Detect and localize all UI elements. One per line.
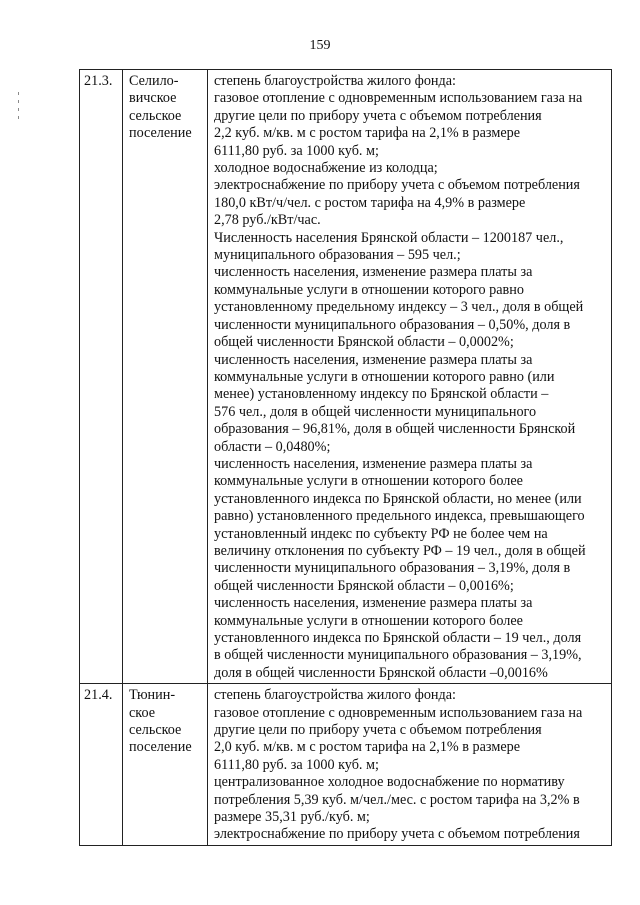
description-line: образования – 96,81%, доля в общей численности Брянской bbox=[214, 421, 576, 438]
description-line: общей численности Брянской области – 0,0002%; bbox=[214, 334, 514, 351]
description-line: 576 чел., доля в общей численности муниципального bbox=[214, 403, 537, 420]
description-line: коммунальные услуги в отношении которого более bbox=[214, 473, 523, 490]
description-cell bbox=[208, 684, 612, 846]
description-line: численности муниципального образования – 3,19%, доля в bbox=[214, 560, 571, 577]
description-line: размере 35,31 руб./куб. м; bbox=[214, 809, 370, 826]
description-line: 6111,80 руб. за 1000 куб. м; bbox=[214, 142, 379, 159]
description-line: потребления 5,39 куб. м/чел./мес. с ростом тарифа на 3,2% в bbox=[214, 791, 580, 808]
description-line: электроснабжение по прибору учета с объемом потребления bbox=[214, 826, 580, 843]
settlements-table bbox=[79, 69, 612, 846]
description-line: 2,78 руб./кВт/час. bbox=[214, 212, 321, 229]
description-line: холодное водоснабжение из колодца; bbox=[214, 160, 438, 177]
description-line: доля в общей численности Брянской области –0,0016% bbox=[214, 664, 548, 681]
description-line: электроснабжение по прибору учета с объемом потребления bbox=[214, 177, 580, 194]
description-line: в общей численности муниципального образования – 3,19%, bbox=[214, 647, 582, 664]
settlement-name-line: поселение bbox=[129, 125, 192, 142]
description-line: установленному предельному индексу – 3 чел., доля в общей bbox=[214, 299, 584, 316]
description-line: численность населения, изменение размера платы за bbox=[214, 351, 533, 368]
description-line: установленный индекс по субъекту РФ не более чем на bbox=[214, 525, 548, 542]
description-line: муниципального образования – 595 чел.; bbox=[214, 247, 461, 264]
description-line: газовое отопление с одновременным использованием газа на bbox=[214, 90, 583, 107]
row-number: 21.4. bbox=[84, 687, 113, 704]
description-line: численность населения, изменение размера платы за bbox=[214, 595, 533, 612]
settlement-name-cell bbox=[123, 70, 208, 684]
row-number-cell bbox=[80, 70, 123, 684]
settlement-name-line: сельское bbox=[129, 722, 182, 739]
description-line: 2,0 куб. м/кв. м с ростом тарифа на 2,1% в размере bbox=[214, 739, 521, 756]
row-number: 21.3. bbox=[84, 73, 113, 89]
settlement-name-line: Селило- bbox=[129, 73, 179, 89]
description-line: степень благоустройства жилого фонда: bbox=[214, 73, 456, 89]
settlement-name-line: поселение bbox=[129, 739, 192, 756]
margin-marks bbox=[18, 92, 20, 124]
description-line: коммунальные услуги в отношении которого равно (или bbox=[214, 368, 555, 385]
description-line: области – 0,0480%; bbox=[214, 438, 331, 455]
table-row bbox=[80, 70, 612, 684]
description-line: другие цели по прибору учета с объемом потребления bbox=[214, 722, 542, 739]
row-number-cell bbox=[80, 684, 123, 846]
description-line: коммунальные услуги в отношении которого более bbox=[214, 612, 523, 629]
description-line: равно) установленного предельного индекса, превышающего bbox=[214, 508, 585, 525]
description-line: численность населения, изменение размера платы за bbox=[214, 455, 533, 472]
description-line: численность населения, изменение размера платы за bbox=[214, 264, 533, 281]
description-line: менее) установленному индексу по Брянской области – bbox=[214, 386, 549, 403]
settlement-name-line: Тюнин- bbox=[129, 687, 176, 704]
settlement-name-line: вичское bbox=[129, 90, 177, 107]
description-line: 2,2 куб. м/кв. м с ростом тарифа на 2,1% в размере bbox=[214, 125, 521, 142]
description-line: численности муниципального образования – 0,50%, доля в bbox=[214, 316, 571, 333]
description-line: степень благоустройства жилого фонда: bbox=[214, 687, 456, 704]
settlement-name-line: ское bbox=[129, 704, 156, 721]
description-line: 6111,80 руб. за 1000 куб. м; bbox=[214, 756, 379, 773]
description-line: другие цели по прибору учета с объемом потребления bbox=[214, 107, 542, 124]
description-line: установленного индекса по Брянской области, но менее (или bbox=[214, 490, 582, 507]
table-body bbox=[80, 70, 612, 846]
description-line: газовое отопление с одновременным использованием газа на bbox=[214, 704, 583, 721]
page-number: 159 bbox=[309, 38, 331, 53]
description-line: установленного индекса по Брянской области – 19 чел., доля bbox=[214, 630, 582, 646]
table-row bbox=[80, 684, 612, 846]
description-line: общей численности Брянской области – 0,0016%; bbox=[214, 577, 514, 594]
settlement-name-cell bbox=[123, 684, 208, 846]
description-line: коммунальные услуги в отношении которого равно bbox=[214, 281, 524, 298]
description-line: величину отклонения по субъекту РФ – 19 чел., доля в общей bbox=[214, 542, 586, 559]
settlement-name-line: сельское bbox=[129, 107, 182, 124]
description-line: централизованное холодное водоснабжение по нормативу bbox=[214, 774, 565, 791]
description-line: 180,0 кВт/ч/чел. с ростом тарифа на 4,9% в размере bbox=[214, 194, 526, 211]
description-cell bbox=[208, 70, 612, 684]
description-line: Численность населения Брянской области – 1200187 чел., bbox=[214, 229, 564, 246]
